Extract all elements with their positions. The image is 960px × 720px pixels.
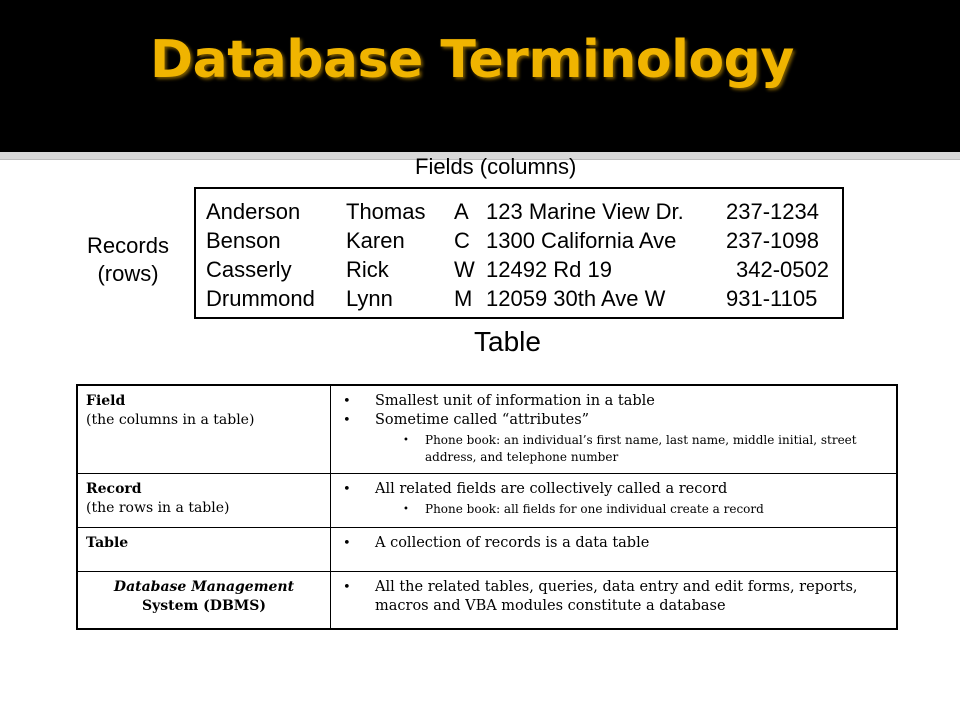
middle-initial-cell: C [454, 228, 470, 253]
bullet-text: All related fields are collectively called a record [375, 480, 728, 497]
definition-cell [331, 527, 898, 571]
definition-row-table [77, 527, 897, 571]
bullet-list [343, 578, 888, 616]
address-cell: 1300 California Ave [486, 228, 677, 253]
term-name: Table [86, 534, 129, 551]
sample-records-table [194, 187, 844, 319]
records-caption-line2: (rows) [97, 261, 159, 286]
first-name-cell: Rick [346, 257, 389, 282]
definition-row-record [77, 473, 897, 527]
last-name-cell: Benson [206, 228, 281, 253]
definition-row-field [77, 385, 897, 473]
address-cell: 12059 30th Ave W [486, 286, 666, 311]
sub-bullet-list [375, 501, 888, 518]
definition-row-dbms [77, 571, 897, 629]
last-name-cell: Casserly [206, 257, 292, 282]
term-cell [77, 571, 331, 629]
term-cell [77, 527, 331, 571]
fields-caption: Fields (columns) [415, 154, 577, 179]
sub-bullet-list [375, 432, 888, 466]
bullet-item [343, 480, 888, 518]
term-name-part: System (DBMS) [141, 597, 267, 614]
slide-title: Database Terminology [150, 30, 794, 90]
term-name-part: Database Management [113, 578, 295, 595]
last-name-cell: Drummond [206, 286, 315, 311]
bullet-list [343, 480, 888, 518]
term-note: (the rows in a table) [86, 499, 230, 516]
bullet-text: Sometime called “attributes” [375, 412, 590, 428]
middle-initial-cell: W [454, 257, 475, 282]
definition-cell [331, 385, 898, 473]
first-name-cell: Thomas [346, 199, 426, 224]
bullet-list [343, 534, 888, 553]
term-cell [77, 385, 331, 473]
middle-initial-cell: A [454, 199, 469, 224]
definition-cell [331, 473, 898, 527]
bullet-item: • Smallest unit of information in a table [343, 392, 888, 411]
first-name-cell: Karen [346, 228, 405, 253]
phone-cell: 237-1098 [726, 228, 819, 253]
bullet-item: • All the related tables, queries, data entry and edit forms, reports, macros and VBA modules constitute a database [343, 578, 888, 616]
term-cell [77, 473, 331, 527]
term-name: Record [86, 480, 142, 497]
last-name-cell: Anderson [206, 199, 301, 224]
term-note: (the columns in a table) [86, 412, 255, 428]
term-name [114, 579, 294, 614]
sub-bullet-item: • Phone book: all fields for one individual create a record [375, 501, 888, 518]
address-cell: 12492 Rd 19 [486, 257, 612, 282]
term-name: Field [86, 393, 126, 409]
phone-cell: 237-1234 [726, 199, 819, 224]
table-caption: Table [474, 326, 541, 357]
first-name-cell: Lynn [346, 286, 393, 311]
records-caption-line1: Records [87, 233, 169, 258]
definition-cell [331, 571, 898, 629]
sub-bullet-item: • Phone book: an individual’s first name, last name, middle initial, street address, and telephone number [375, 432, 888, 466]
bullet-item: • A collection of records is a data table [343, 534, 888, 553]
phone-cell: 931-1105 [726, 286, 818, 311]
phone-cell: 342-0502 [736, 257, 829, 282]
definitions-table [76, 384, 898, 630]
bullet-item [343, 411, 888, 466]
bullet-list [343, 392, 888, 466]
address-cell: 123 Marine View Dr. [486, 199, 684, 224]
middle-initial-cell: M [454, 286, 473, 311]
records-caption [78, 232, 178, 288]
